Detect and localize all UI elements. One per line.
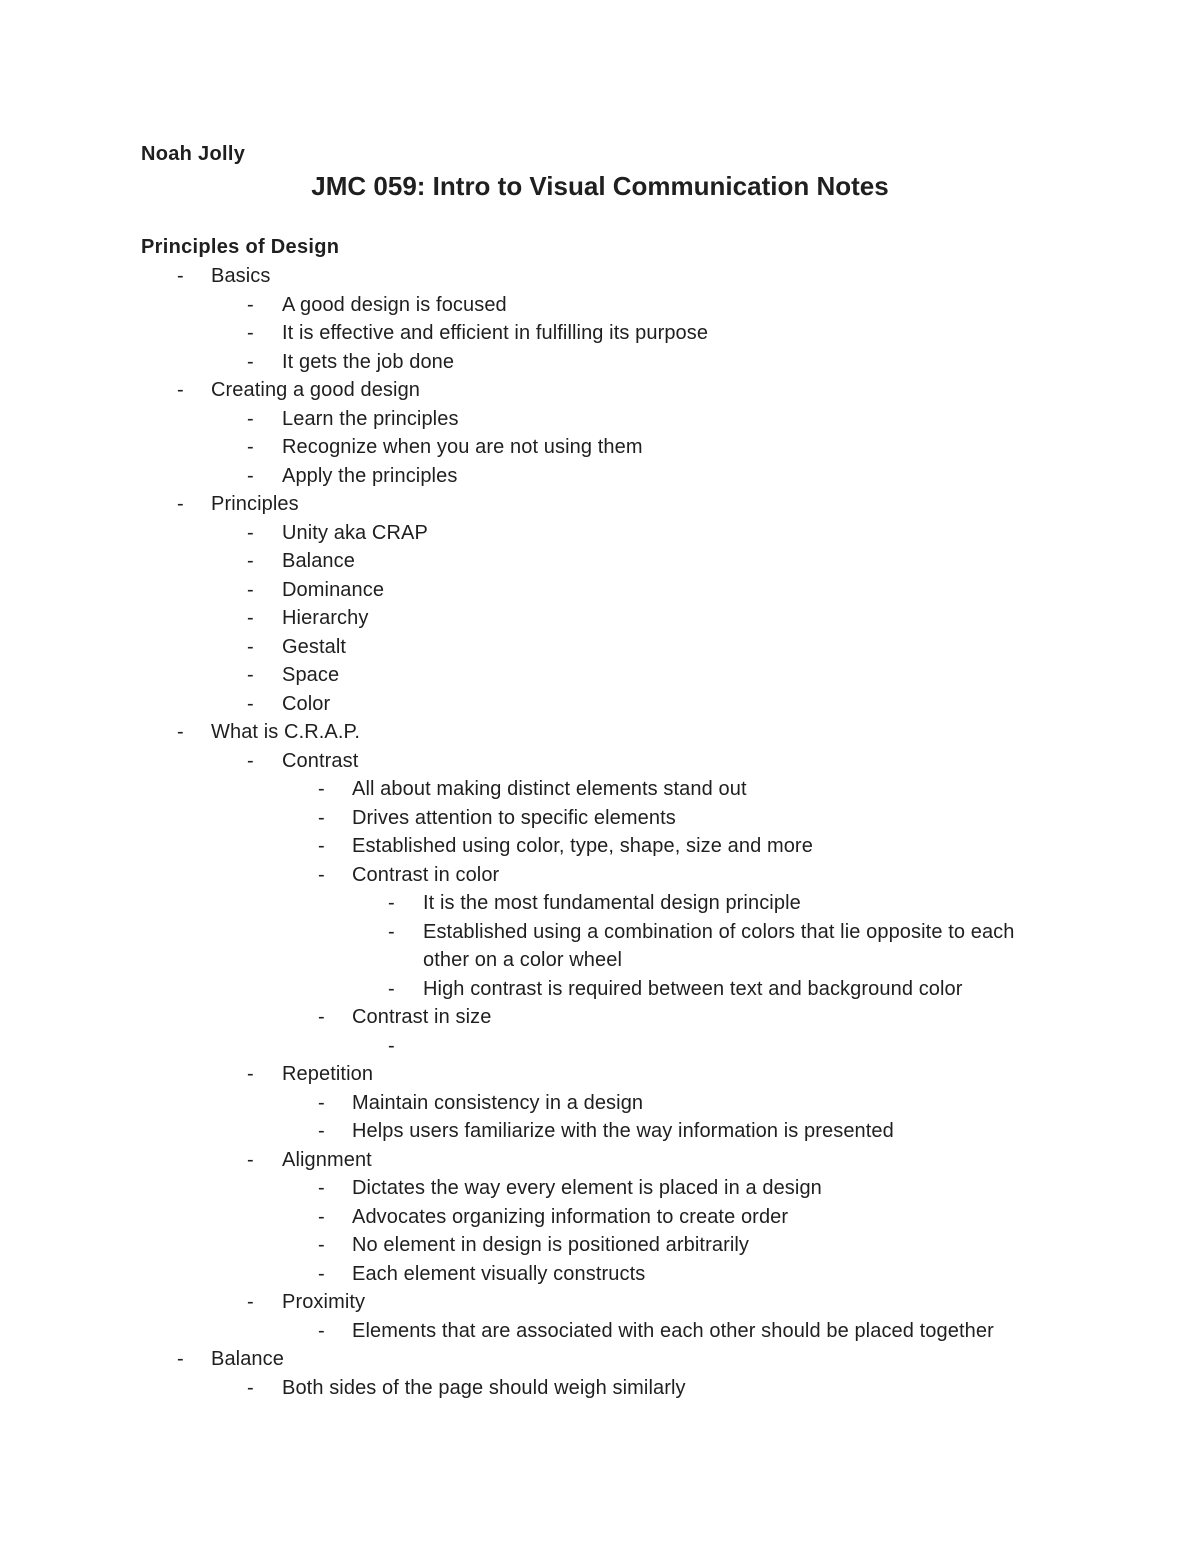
outline-item-text: Contrast in size [352, 1006, 492, 1028]
bullet-dash: - [247, 1376, 254, 1399]
outline-item-text: Advocates organizing information to create order [352, 1205, 789, 1228]
outline-item [0, 661, 1200, 690]
bullet-dash: - [247, 635, 254, 658]
bullet-dash: - [318, 1205, 325, 1228]
outline-item-text: Dictates the way every element is placed in a design [352, 1177, 822, 1199]
outline-item [0, 718, 1200, 747]
outline-item [0, 747, 1200, 776]
outline-item-text: Space [282, 664, 340, 686]
bullet-dash: - [247, 464, 254, 487]
outline-item-text: Unity aka CRAP [282, 521, 428, 544]
outline-item-text: No element in design is positioned arbitrarily [352, 1234, 750, 1256]
bullet-dash: - [318, 835, 325, 857]
outline-item [0, 1288, 1200, 1317]
bullet-dash: - [318, 1262, 325, 1285]
bullet-dash: - [318, 1006, 325, 1028]
outline-item [0, 604, 1200, 633]
bullet-dash: - [177, 265, 184, 287]
outline-item-text: All about making distinct elements stand out [352, 778, 747, 800]
outline-item [0, 889, 1200, 918]
outline-item-text: Both sides of the page should weigh similarly [282, 1376, 686, 1399]
bullet-dash: - [247, 578, 254, 601]
outline-item [0, 775, 1200, 804]
outline-item [0, 291, 1200, 320]
bullet-dash: - [247, 407, 254, 430]
outline-item-text: Balance [282, 550, 355, 572]
outline-item [0, 1032, 1200, 1061]
bullet-dash: - [247, 1291, 254, 1313]
outline-item-text: Established using color, type, shape, size and more [352, 835, 813, 857]
outline-item-text: What is C.R.A.P. [211, 721, 361, 743]
outline-item-text: Contrast [282, 749, 359, 772]
outline-item-text: Alignment [282, 1148, 372, 1171]
bullet-dash: - [388, 892, 395, 914]
bullet-dash: - [247, 607, 254, 629]
outline-item [0, 1174, 1200, 1203]
outline-item [0, 1060, 1200, 1089]
outline-item [0, 1345, 1200, 1374]
outline-item [0, 576, 1200, 605]
bullet-dash: - [388, 920, 395, 943]
outline-item [0, 1117, 1200, 1146]
bullet-dash: - [247, 1148, 254, 1171]
outline-item-text: Drives attention to specific elements [352, 806, 676, 829]
outline-item [0, 1260, 1200, 1289]
outline-item-text: It is effective and efficient in fulfilling its purpose [282, 322, 709, 344]
bullet-dash: - [177, 493, 184, 515]
outline-item [0, 348, 1200, 377]
outline-item [0, 1003, 1200, 1032]
outline-item-text: Elements that are associated with each other should be placed together [352, 1319, 994, 1342]
outline-item [0, 1317, 1200, 1346]
outline-item-text: Principles [211, 493, 299, 515]
outline-item [0, 1231, 1200, 1260]
outline-item-text: Balance [211, 1348, 284, 1370]
outline-item-text: Dominance [282, 578, 385, 601]
bullet-dash: - [247, 664, 254, 686]
notes-outline [0, 262, 1200, 1402]
outline-item-text: Helps users familiarize with the way information is presented [352, 1120, 894, 1142]
document-title: JMC 059: Intro to Visual Communication Notes [311, 171, 889, 201]
outline-item [0, 519, 1200, 548]
bullet-dash: - [177, 1348, 184, 1370]
outline-item [0, 1374, 1200, 1403]
outline-item-text: Basics [211, 265, 271, 287]
bullet-dash: - [388, 977, 395, 1000]
section-heading: Principles of Design [141, 236, 340, 258]
outline-item-text: Creating a good design [211, 379, 421, 401]
bullet-dash: - [318, 778, 325, 800]
outline-item [0, 433, 1200, 462]
outline-item [0, 975, 1200, 1004]
outline-item [0, 832, 1200, 861]
outline-item [0, 690, 1200, 719]
outline-item-text: High contrast is required between text and background color [423, 977, 963, 1000]
outline-item [0, 1203, 1200, 1232]
bullet-dash: - [177, 721, 184, 743]
bullet-dash: - [247, 293, 254, 316]
outline-item-text: Gestalt [282, 635, 347, 658]
bullet-dash: - [318, 1091, 325, 1114]
outline-item [0, 918, 1200, 975]
outline-item-text: Contrast in color [352, 863, 500, 886]
bullet-dash: - [247, 436, 254, 458]
outline-item-text: Maintain consistency in a design [352, 1091, 644, 1114]
outline-item-text: Learn the principles [282, 407, 459, 430]
outline-item-text: A good design is focused [282, 293, 507, 316]
bullet-dash: - [318, 1177, 325, 1199]
bullet-dash: - [247, 350, 254, 373]
bullet-dash: - [247, 521, 254, 544]
outline-item [0, 804, 1200, 833]
outline-item [0, 861, 1200, 890]
outline-item-text: It is the most fundamental design principle [423, 892, 801, 914]
bullet-dash: - [318, 1234, 325, 1256]
outline-item [0, 1146, 1200, 1175]
bullet-dash: - [318, 863, 325, 886]
outline-item-text: Color [282, 692, 331, 715]
outline-item-text: Repetition [282, 1063, 374, 1085]
bullet-dash: - [177, 379, 184, 401]
outline-item-text: Apply the principles [282, 464, 458, 487]
bullet-dash: - [318, 1319, 325, 1342]
bullet-dash: - [247, 1063, 254, 1085]
author-name: Noah Jolly [141, 143, 246, 165]
outline-item [0, 376, 1200, 405]
outline-item [0, 547, 1200, 576]
bullet-dash: - [318, 1120, 325, 1142]
outline-item-text [423, 1032, 1200, 1061]
outline-item [0, 262, 1200, 291]
outline-item-text: Established using a combination of colors that lie opposite to each other on a color wheel [423, 920, 1015, 971]
outline-item [0, 462, 1200, 491]
bullet-dash: - [247, 749, 254, 772]
bullet-dash: - [247, 692, 254, 715]
bullet-dash: - [247, 322, 254, 344]
outline-item-text: Hierarchy [282, 607, 369, 629]
bullet-dash: - [388, 1034, 395, 1057]
outline-item [0, 490, 1200, 519]
outline-item [0, 405, 1200, 434]
bullet-dash: - [318, 806, 325, 829]
outline-item-text: Recognize when you are not using them [282, 436, 643, 458]
outline-item-text: It gets the job done [282, 350, 455, 373]
bullet-dash: - [247, 550, 254, 572]
outline-item [0, 1089, 1200, 1118]
outline-item [0, 319, 1200, 348]
outline-item-text: Proximity [282, 1291, 366, 1313]
outline-item [0, 633, 1200, 662]
outline-item-text: Each element visually constructs [352, 1262, 646, 1285]
